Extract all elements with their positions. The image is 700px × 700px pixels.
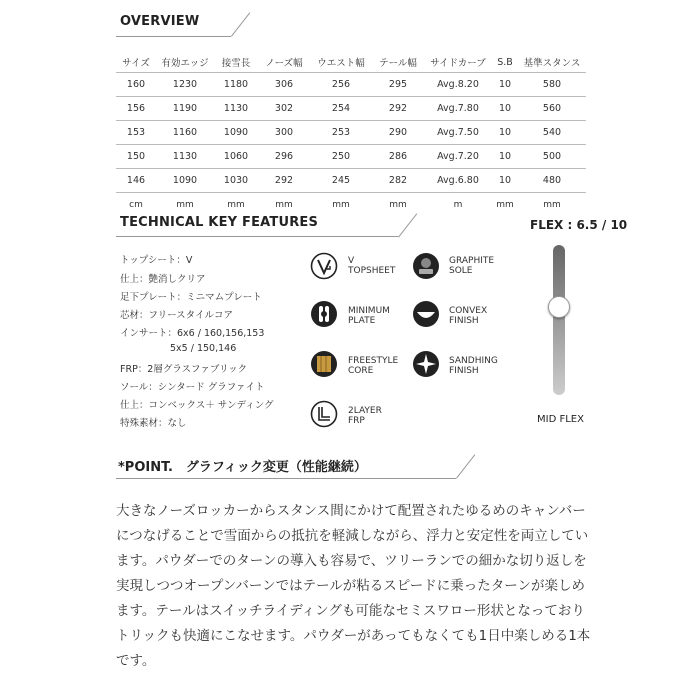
col-header: テール幅 [372, 52, 424, 73]
icon-label: MINIMUM PLATE [348, 306, 390, 326]
spec-line: ソール：シンタード グラファイト [120, 382, 265, 393]
overview-rule [116, 36, 231, 37]
point-heading: *POINT. グラフィック変更（性能継続） [118, 460, 367, 475]
cell: 300 [258, 121, 310, 145]
cell: 1030 [214, 169, 258, 193]
cell: 292 [258, 169, 310, 193]
flex-caption: MID FLEX [537, 414, 584, 425]
cell: 286 [372, 145, 424, 169]
cell: 1190 [156, 97, 214, 121]
col-header: ウエスト幅 [310, 52, 372, 73]
spec-line: 5x5 / 150,146 [170, 343, 237, 354]
icon-label: V TOPSHEET [348, 256, 396, 276]
table-row [116, 145, 586, 169]
cell: 10 [492, 169, 518, 193]
col-header: S.B [492, 52, 518, 73]
convex-finish-icon [412, 300, 440, 328]
cell: 1130 [156, 145, 214, 169]
cell: 1090 [214, 121, 258, 145]
unit: mm [227, 199, 245, 210]
spec-line: 芯材：フリースタイルコア [120, 310, 233, 321]
cell: 1160 [156, 121, 214, 145]
col-header: ノーズ幅 [258, 52, 310, 73]
cell: 156 [116, 97, 156, 121]
unit: mm [496, 199, 514, 210]
cell: 1130 [214, 97, 258, 121]
cell: Avg.7.50 [424, 121, 492, 145]
cell: 253 [310, 121, 372, 145]
table-row [116, 121, 586, 145]
point-rule [116, 478, 456, 479]
unit: mm [275, 199, 293, 210]
cell: 1090 [156, 169, 214, 193]
spec-line: 仕上：コンベックス＋ サンディング [120, 400, 274, 411]
v-topsheet-icon [310, 252, 338, 280]
cell: 1180 [214, 73, 258, 97]
table-row [116, 169, 586, 193]
cell: 500 [518, 145, 586, 169]
col-header: 接雪長 [214, 52, 258, 73]
graphite-sole-icon [412, 252, 440, 280]
cell: 290 [372, 121, 424, 145]
spec-line: FRP：2層グラスファブリック [120, 364, 248, 375]
paragraph-line: ます。パウダーでのターンの導入も容易で、ツリーランでの細かな切り返しを [116, 553, 587, 569]
cell: 306 [258, 73, 310, 97]
flex-marker [548, 296, 570, 318]
point-slash [456, 454, 475, 478]
cell: Avg.7.80 [424, 97, 492, 121]
icon-label: SANDHING FINISH [449, 356, 498, 376]
unit: mm [332, 199, 350, 210]
col-header: 有効エッジ [156, 52, 214, 73]
flex-rating: FLEX : 6.5 / 10 [530, 218, 628, 232]
paragraph-line: 大きなノーズロッカーからスタンス間にかけて配置されたゆるめのキャンバー [116, 503, 586, 519]
icon-label: GRAPHITE SOLE [449, 256, 495, 276]
cell: 540 [518, 121, 586, 145]
overview-slash [231, 12, 250, 36]
cell: 150 [116, 145, 156, 169]
spec-header-row [116, 52, 586, 73]
units-row [116, 193, 586, 217]
table-row [116, 73, 586, 97]
2layer-frp-icon [310, 400, 338, 428]
cell: 480 [518, 169, 586, 193]
cell: 245 [310, 169, 372, 193]
freestyle-core-icon [310, 350, 338, 378]
cell: 580 [518, 73, 586, 97]
cell: 560 [518, 97, 586, 121]
cell: Avg.8.20 [424, 73, 492, 97]
cell: 256 [310, 73, 372, 97]
cell: 295 [372, 73, 424, 97]
flex-scale [553, 245, 565, 395]
spec-line: トップシート：V [120, 255, 193, 266]
cell: 250 [310, 145, 372, 169]
icon-label: 2LAYER FRP [348, 406, 382, 426]
cell: 296 [258, 145, 310, 169]
spec-table [116, 52, 586, 216]
icon-label: CONVEX FINISH [449, 306, 488, 326]
cell: 146 [116, 169, 156, 193]
cell: 292 [372, 97, 424, 121]
unit: m [453, 199, 463, 210]
cell: 1060 [214, 145, 258, 169]
cell: Avg.6.80 [424, 169, 492, 193]
spec-line: 仕上：艶消しクリア [120, 274, 206, 285]
cell: 254 [310, 97, 372, 121]
cell: 10 [492, 121, 518, 145]
table-row [116, 97, 586, 121]
cell: 1230 [156, 73, 214, 97]
cell: Avg.7.20 [424, 145, 492, 169]
unit: mm [543, 199, 561, 210]
minimum-plate-icon [310, 300, 338, 328]
sandhing-finish-icon [412, 350, 440, 378]
spec-line: インサート：6x6 / 160,156,153 [120, 328, 265, 339]
cell: 10 [492, 73, 518, 97]
paragraph-line: につなげることで雪面からの抵抗を軽減しながら、浮力と安定性を両立してい [116, 528, 589, 544]
unit: mm [176, 199, 194, 210]
features-slash [398, 213, 417, 237]
icon-label: FREESTYLE CORE [348, 356, 399, 376]
point-description [116, 499, 591, 674]
unit: mm [389, 199, 407, 210]
spec-line: 足下プレート：ミニマムプレート [120, 292, 262, 303]
spec-line: 特殊素材：なし [120, 418, 187, 429]
paragraph-line: 実現しつつオープンバーンではテールが粘るスピードに乗ったターンが楽しめ [116, 578, 585, 594]
paragraph-line: ます。テールはスイッチライディングも可能なセミスワロー形状となっており [116, 603, 585, 619]
paragraph-line: です。 [116, 653, 156, 669]
cell: 160 [116, 73, 156, 97]
col-header: サイドカーブ [424, 52, 492, 73]
cell: 282 [372, 169, 424, 193]
cell: 10 [492, 97, 518, 121]
features-rule [116, 236, 398, 237]
col-header: 基準スタンス [518, 52, 586, 73]
features-heading: TECHNICAL KEY FEATURES [120, 215, 319, 230]
paragraph-line: トリックも快適にこなせます。パウダーがあってもなくても1日中楽しめる1本 [116, 628, 591, 644]
cell: 302 [258, 97, 310, 121]
overview-heading: OVERVIEW [120, 14, 200, 29]
cell: 10 [492, 145, 518, 169]
col-header: サイズ [116, 52, 156, 73]
cell: 153 [116, 121, 156, 145]
unit: cm [129, 199, 143, 210]
